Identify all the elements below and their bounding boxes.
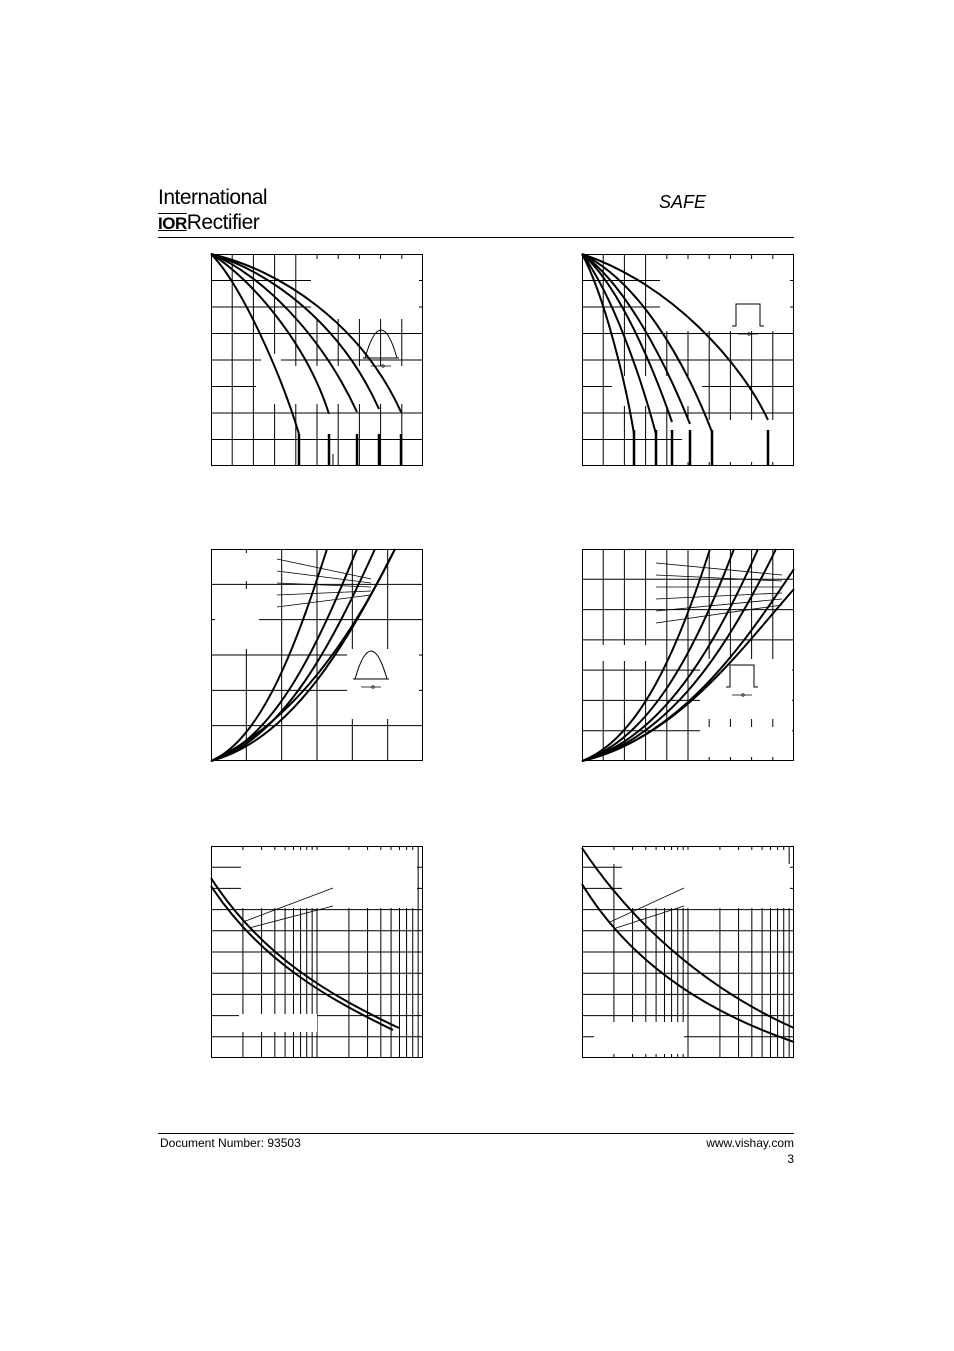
website-url: www.vishay.com xyxy=(706,1136,794,1150)
label-mask xyxy=(660,259,790,331)
international-rectifier-logo xyxy=(158,186,288,236)
label-mask xyxy=(215,589,259,649)
label-mask xyxy=(347,649,419,719)
logo-ior-mark: IOR xyxy=(158,214,187,233)
label-mask xyxy=(215,553,251,581)
product-series-name: SAFE xyxy=(659,192,707,212)
label-mask xyxy=(239,1014,317,1032)
label-mask xyxy=(700,727,792,757)
label-mask xyxy=(311,259,419,319)
figure-3-power-loss-sinusoidal xyxy=(211,549,423,761)
curve-label-leader xyxy=(277,559,371,579)
figure-2-current-derating-rectangular xyxy=(582,254,794,466)
label-mask xyxy=(682,420,802,462)
footer-rule xyxy=(158,1133,794,1134)
header-rule xyxy=(158,237,794,238)
page-number: 3 xyxy=(787,1152,794,1166)
figure-6-surge-current xyxy=(582,846,794,1058)
label-mask xyxy=(241,866,417,908)
document-number: Document Number: 93503 xyxy=(160,1136,301,1150)
curve-label-leader xyxy=(277,595,371,607)
label-mask xyxy=(594,1022,684,1054)
figure-1-current-derating-sinusoidal xyxy=(211,254,423,466)
label-mask xyxy=(586,850,786,864)
curve-label-leader xyxy=(277,571,371,583)
logo-international-text: International xyxy=(158,186,268,209)
label-mask xyxy=(215,850,415,866)
curve-label-leader xyxy=(277,591,371,595)
label-mask xyxy=(700,659,792,719)
logo-rectifier-line xyxy=(158,211,259,235)
logo-rectifier-text: Rectifier xyxy=(186,211,260,234)
curve-label-leader xyxy=(656,593,782,599)
label-mask xyxy=(592,645,652,661)
figure-5-surge-current xyxy=(211,846,423,1058)
figure-4-power-loss-rectangular xyxy=(582,549,794,761)
curve-label-leader xyxy=(277,583,371,587)
curve-label-leader xyxy=(656,563,782,575)
label-mask xyxy=(622,864,790,908)
